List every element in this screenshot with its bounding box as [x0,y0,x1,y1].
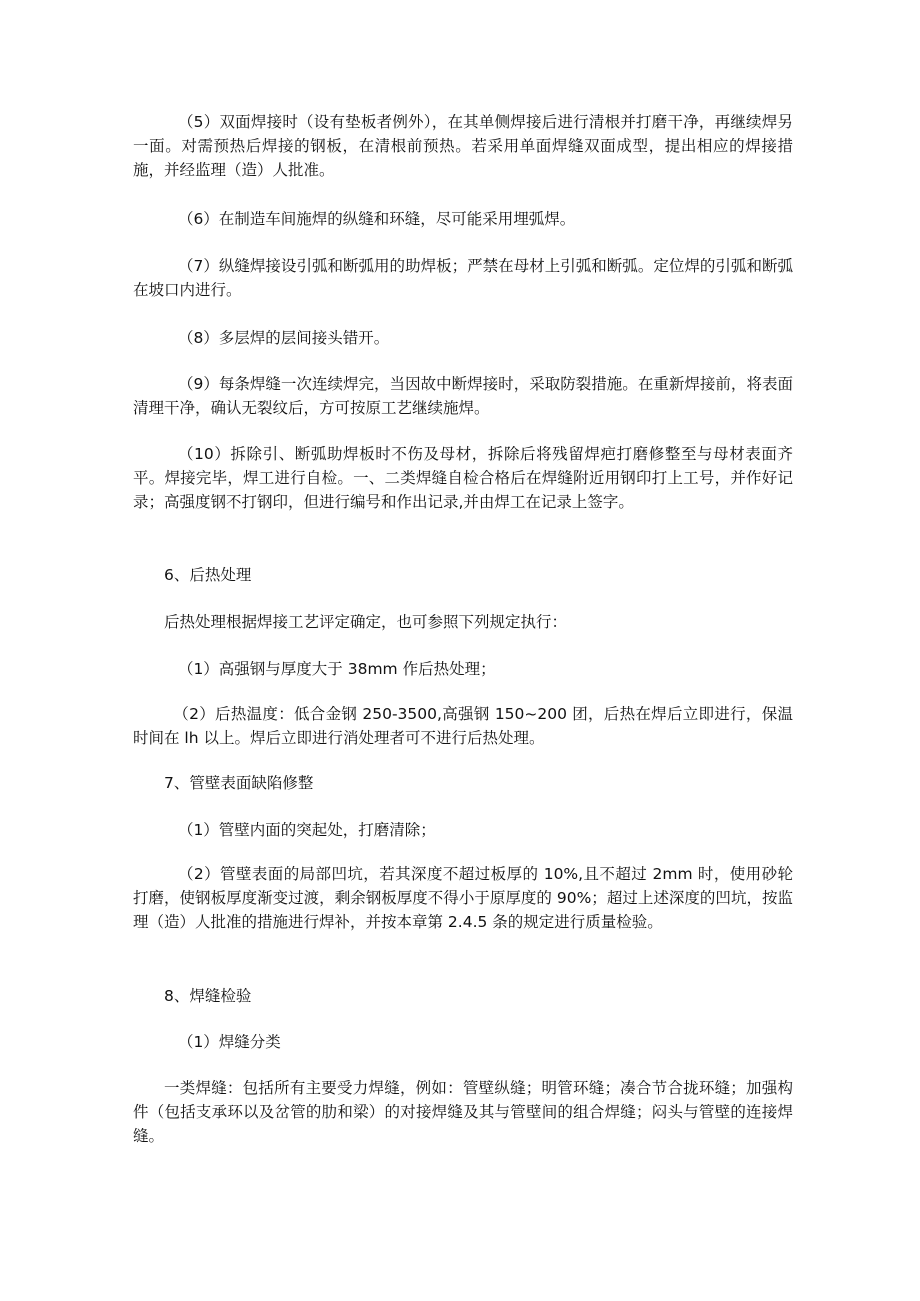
paragraph-5: （5）双面焊接时（设有垫板者例外），在其单侧焊接后进行清根并打磨干净，再继续焊另一面。对需预热后焊接的钢板，在清根前预热。若采用单面焊缝双面成型，提出相应的焊接措施，并经监理（造）人批准。 [133,113,793,179]
paragraph-10: （10）拆除引、断弧助焊板时不伤及母材，拆除后将残留焊疤打磨修整至与母材表面齐平。焊接完毕，焊工进行自检。一、二类焊缝自检合格后在焊缝附近用钢印打上工号，并作好记录；高强度钢不打钢印，但进行编号和作出记录,并由焊工在记录上签字。 [133,445,793,511]
section-7-item-2: （2）管壁表面的局部凹坑，若其深度不超过板厚的 10%,且不超过 2mm 时，使用砂轮打磨，使钢板厚度渐变过渡，剩余钢板厚度不得小于原厚度的 90%；超过上述深度的凹坑，按监理（造）人批准的措施进行焊补，并按本章第 2.4.5 条的规定进行质量检验。 [133,865,793,931]
section-6-intro: 后热处理根据焊接工艺评定确定，也可参照下列规定执行： [164,613,568,631]
paragraph-6: （6）在制造车间施焊的纵缝和环缝，尽可能采用埋弧焊。 [177,210,576,228]
section-8-item-1: （1）焊缝分类 [177,1033,281,1051]
paragraph-9: （9）每条焊缝一次连续焊完，当因故中断焊接时，采取防裂措施。在重新焊接前，将表面清理干净，确认无裂纹后，方可按原工艺继续施焊。 [133,375,793,417]
section-8-heading: 8、焊缝检验 [164,987,252,1005]
class-1-weld-description: 一类焊缝：包括所有主要受力焊缝，例如：管壁纵缝；明管环缝；凑合节合拢环缝；加强构件（包括支承环以及岔管的肋和梁）的对接焊缝及其与管壁间的组合焊缝；闷头与管壁的连接焊缝。 [133,1079,793,1145]
section-7-heading: 7、管壁表面缺陷修整 [164,774,314,792]
section-7-item-1: （1）管壁内面的突起处，打磨清除； [177,821,436,839]
paragraph-8: （8）多层焊的层间接头错开。 [177,329,390,347]
section-6-item-1: （1）高强钢与厚度大于 38mm 作后热处理； [177,660,496,678]
section-6-heading: 6、后热处理 [164,566,252,584]
section-6-item-2: （2）后热温度：低合金钢 250-3500,高强钢 150~200 团，后热在焊后立即进行，保温时间在 lh 以上。焊后立即进行消处理者可不进行后热处理。 [133,705,793,747]
paragraph-7: （7）纵缝焊接设引弧和断弧用的助焊板；严禁在母材上引弧和断弧。定位焊的引弧和断弧在坡口内进行。 [133,257,793,299]
